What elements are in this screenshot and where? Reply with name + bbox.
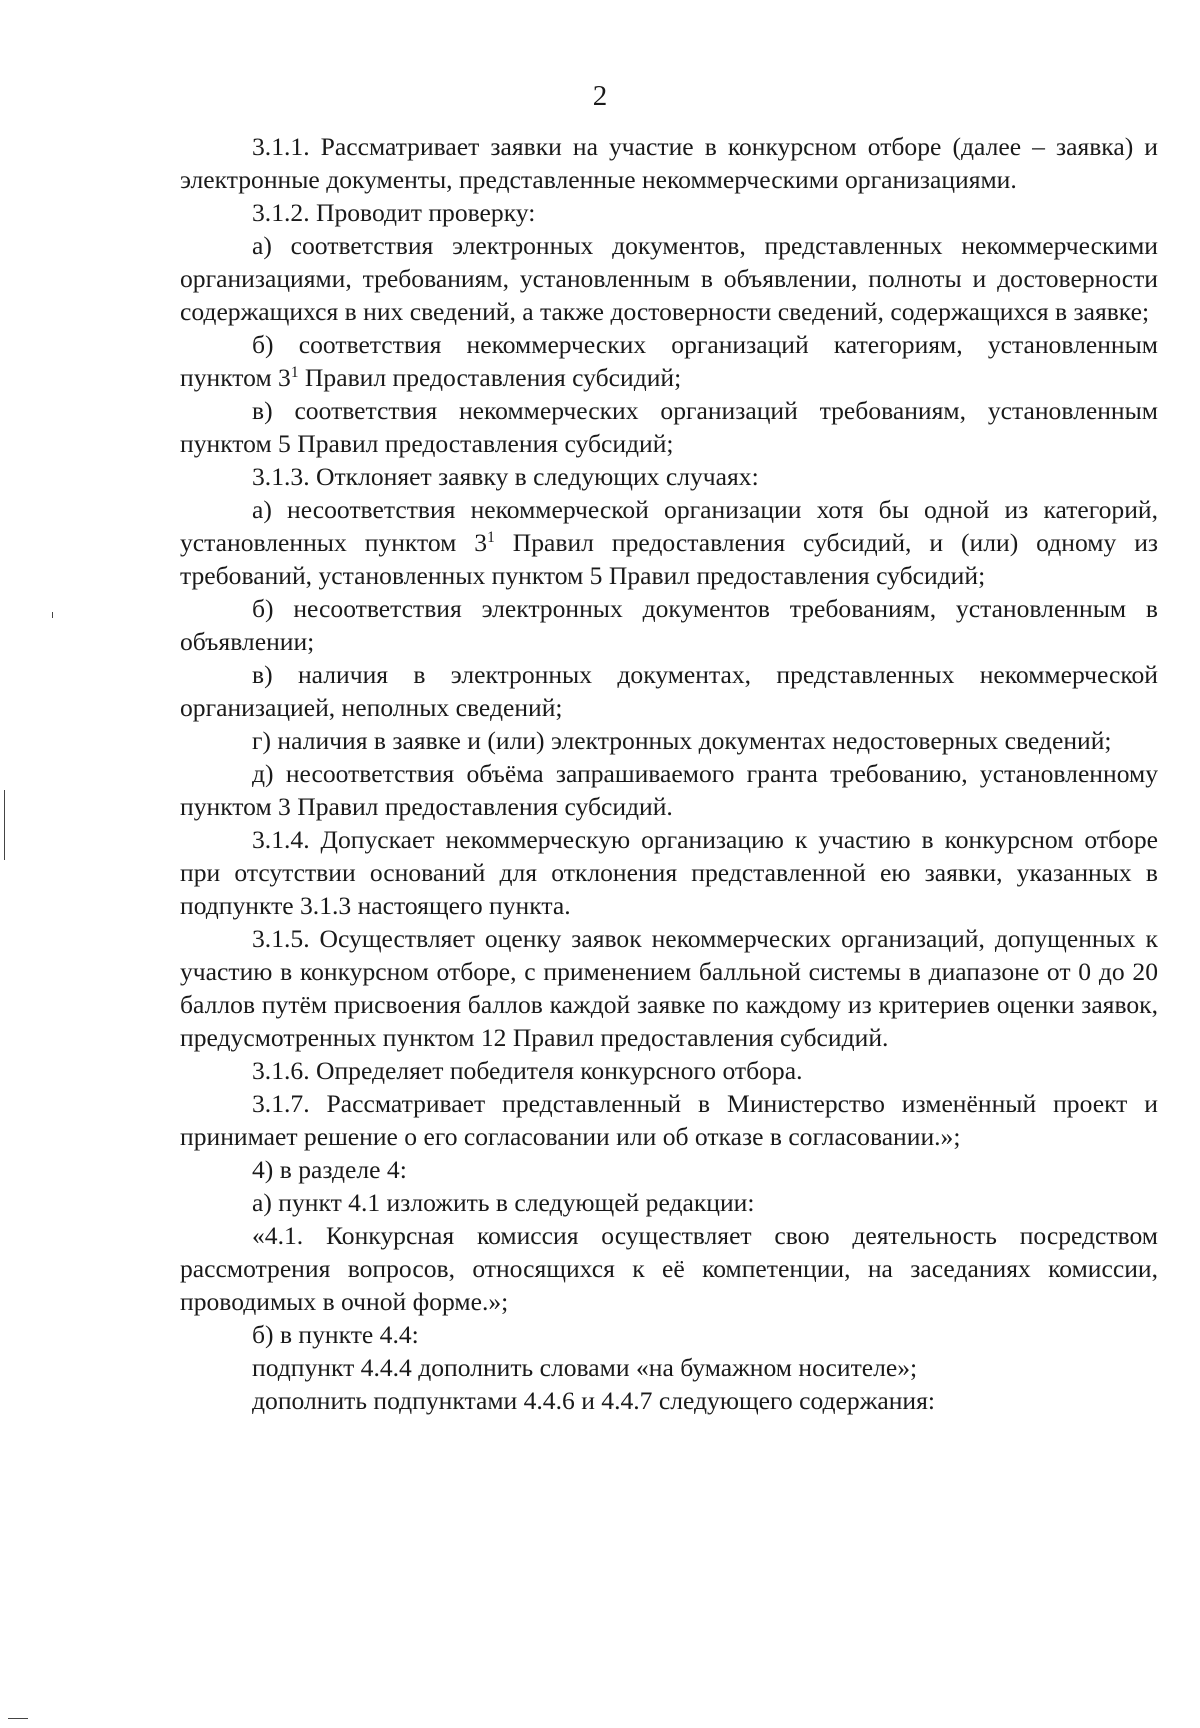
quote-4-1: «4.1. Конкурсная комиссия осуществляет свою деятельность посредством рассмотрения вопросов, относящихся к её компетенции, на заседаниях комиссии, проводимых в очной форме.»; bbox=[180, 1221, 1158, 1316]
superscript: 1 bbox=[290, 363, 299, 381]
subitem-b-4-4: б) в пункте 4.4: bbox=[252, 1320, 419, 1349]
text-fragment: Правил предоставления субсидий; bbox=[298, 363, 682, 392]
item-4-section: 4) в разделе 4: bbox=[252, 1155, 407, 1184]
subparagraph-a-check: а) соответствия электронных документов, представленных некоммерческими организациями, требованиям, установленным в объявлении, полноты и достоверности содержащихся в них сведений, а также достоверности сведений, содержащихся в заявке; bbox=[180, 231, 1158, 326]
subparagraph-a-reject bbox=[180, 493, 1158, 592]
subparagraph-v-reject: в) наличия в электронных документах, представленных некоммерческой организацией, неполных сведений; bbox=[180, 660, 1158, 722]
paragraph-3-1-2: 3.1.2. Проводит проверку: bbox=[252, 198, 536, 227]
subparagraph-g-reject: г) наличия в заявке и (или) электронных документах недостоверных сведений; bbox=[252, 726, 1112, 755]
paragraph-3-1-7: 3.1.7. Рассматривает представленный в Министерство изменённый проект и принимает решение о его согласовании или об отказе в согласовании.»; bbox=[180, 1089, 1158, 1151]
text-fragment: а) несоответствия некоммерческой организации хотя бы одной из категорий, установленных пунктом 3 bbox=[180, 495, 1158, 557]
superscript: 1 bbox=[487, 528, 495, 546]
scan-artifact bbox=[8, 1718, 28, 1719]
scan-artifact bbox=[52, 612, 53, 618]
text-fragment: Правил предоставления субсидий, и (или) одному из требований, установленных пунктом 5 Правил предоставления субсидий; bbox=[180, 528, 1158, 590]
text-fragment: б) соответствия некоммерческих организаций категориям, установленным пунктом 3 bbox=[180, 330, 1158, 392]
subparagraph-d-reject: д) несоответствия объёма запрашиваемого гранта требованию, установленному пунктом 3 Правил предоставления субсидий. bbox=[180, 759, 1158, 821]
paragraph-3-1-5: 3.1.5. Осуществляет оценку заявок некоммерческих организаций, допущенных к участию в конкурсном отборе, с применением балльной системы в диапазоне от 0 до 20 баллов путём присвоения баллов каждой заявке по каждому из критериев оценки заявок, предусмотренных пунктом 12 Правил предоставления субсидий. bbox=[180, 924, 1158, 1052]
document-body bbox=[180, 130, 1158, 1417]
page-number: 2 bbox=[592, 80, 608, 112]
paragraph-3-1-3: 3.1.3. Отклоняет заявку в следующих случаях: bbox=[252, 462, 759, 491]
subitem-a-4-1: а) пункт 4.1 изложить в следующей редакции: bbox=[252, 1188, 755, 1217]
paragraph-3-1-1: 3.1.1. Рассматривает заявки на участие в конкурсном отборе (далее – заявка) и электронные документы, представленные некоммерческими организациями. bbox=[180, 132, 1158, 194]
subparagraph-b-reject: б) несоответствия электронных документов требованиям, установленным в объявлении; bbox=[180, 594, 1158, 656]
subitem-4-4-4: подпункт 4.4.4 дополнить словами «на бумажном носителе»; bbox=[252, 1353, 918, 1382]
subparagraph-b-check bbox=[180, 328, 1158, 394]
subitem-4-4-6-7: дополнить подпунктами 4.4.6 и 4.4.7 следующего содержания: bbox=[252, 1386, 936, 1415]
paragraph-3-1-4: 3.1.4. Допускает некоммерческую организацию к участию в конкурсном отборе при отсутствии оснований для отклонения представленной ею заявки, указанных в подпункте 3.1.3 настоящего пункта. bbox=[180, 825, 1158, 920]
subparagraph-v-check: в) соответствия некоммерческих организаций требованиям, установленным пунктом 5 Правил предоставления субсидий; bbox=[180, 396, 1158, 458]
scan-artifact bbox=[4, 790, 5, 860]
paragraph-3-1-6: 3.1.6. Определяет победителя конкурсного отбора. bbox=[252, 1056, 803, 1085]
